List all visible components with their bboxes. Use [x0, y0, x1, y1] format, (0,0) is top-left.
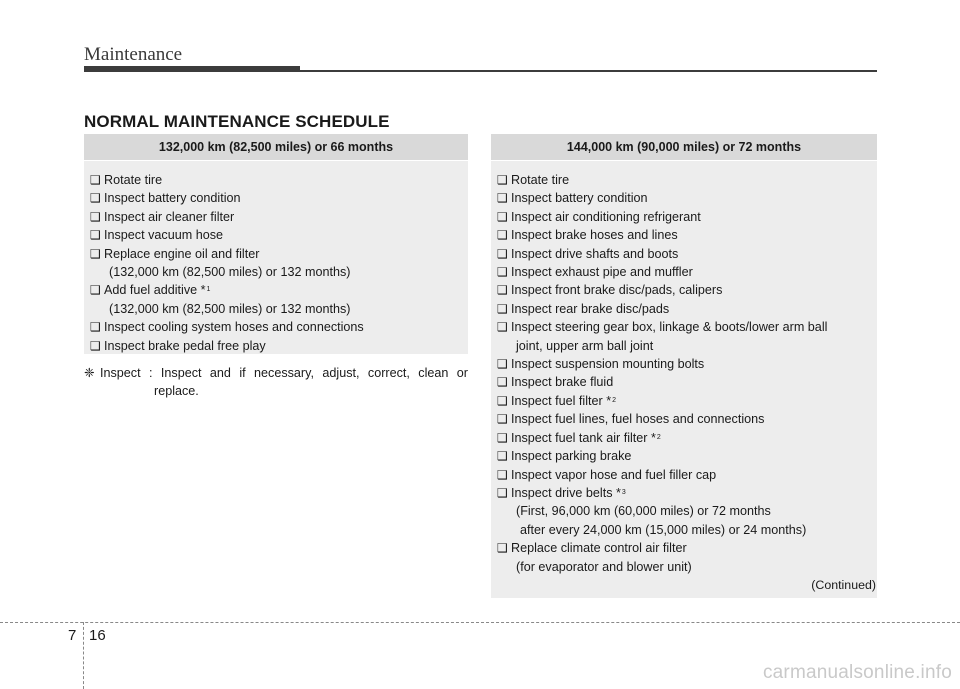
list-item: ❑ Inspect battery condition [497, 189, 877, 207]
checkbox-icon: ❑ [497, 173, 508, 187]
footnote-ref: 2 [656, 433, 661, 441]
list-item-detail: (First, 96,000 km (60,000 miles) or 72 months [516, 504, 771, 519]
schedule-panel-144000km [491, 134, 877, 598]
chapter-number: 7 [68, 627, 77, 644]
checkbox-icon: ❑ [90, 228, 101, 243]
list-item: ❑ Add fuel additive * 1 [90, 281, 468, 299]
checkbox-icon: ❑ [497, 265, 508, 280]
schedule-panel-132000km [84, 134, 468, 354]
list-item: ❑ Inspect drive shafts and boots [497, 245, 877, 263]
list-item-detail: joint, upper arm ball joint [516, 338, 654, 353]
list-item: ❑ Inspect exhaust pipe and muffler [497, 263, 877, 281]
checkbox-icon: ❑ [90, 191, 101, 206]
checkbox-icon: ❑ [90, 338, 101, 353]
checkbox-icon: ❑ [497, 485, 508, 500]
list-item: ❑ Inspect brake hoses and lines [497, 226, 877, 244]
list-item: ❑ Replace climate control air filter [497, 539, 877, 557]
footnote-ref: 2 [612, 396, 617, 404]
footer-divider [0, 622, 960, 623]
list-item: ❑ Replace engine oil and filter [90, 245, 468, 263]
continued-label: (Continued) [811, 578, 876, 592]
list-item-detail: (132,000 km (82,500 miles) or 132 months) [109, 301, 351, 316]
inspect-note: ❈ Inspect : Inspect and if necessary, adjust, correct, clean or replace. [84, 366, 468, 399]
list-item-detail: after every 24,000 km (15,000 miles) or 24 months) [520, 522, 807, 537]
page-number: 16 [89, 627, 106, 644]
footnote-ref: 1 [206, 286, 211, 294]
panel-item-list [491, 161, 877, 582]
list-item-detail: (132,000 km (82,500 miles) or 132 months) [109, 265, 351, 280]
header-rule-thin [300, 70, 877, 72]
checkbox-icon: ❑ [90, 283, 101, 298]
list-item: ❑ Inspect brake fluid [497, 373, 877, 391]
panel-heading: 132,000 km (82,500 miles) or 66 months [84, 134, 468, 161]
list-item: ❑ Inspect front brake disc/pads, calipers [497, 281, 877, 299]
note-asterisk-icon: ❈ [84, 366, 95, 380]
header-rule-thick [84, 66, 300, 72]
panel-item-list [84, 161, 468, 361]
checkbox-icon: ❑ [497, 467, 508, 482]
checkbox-icon: ❑ [90, 246, 101, 261]
footnote-ref: 3 [621, 488, 626, 496]
footer-vertical-divider [83, 622, 84, 689]
checkbox-icon: ❑ [497, 375, 508, 390]
list-item: ❑ Inspect rear brake disc/pads [497, 300, 877, 318]
section-header-title: Maintenance [84, 44, 183, 65]
checkbox-icon: ❑ [497, 449, 508, 464]
checkbox-icon: ❑ [497, 412, 508, 427]
checkbox-icon: ❑ [497, 191, 508, 206]
list-item: ❑ Inspect fuel filter * 2 [497, 392, 877, 410]
panel-heading: 144,000 km (90,000 miles) or 72 months [491, 134, 877, 161]
checkbox-icon: ❑ [497, 541, 508, 556]
list-item: ❑ Inspect air cleaner filter [90, 208, 468, 226]
list-item-detail: (for evaporator and blower unit) [516, 559, 692, 574]
list-item: ❑ Inspect brake pedal free play [90, 337, 468, 355]
list-item: ❑ Inspect vapor hose and fuel filler cap [497, 466, 877, 484]
list-item: ❑ Inspect cooling system hoses and connections [90, 318, 468, 336]
checkbox-icon: ❑ [497, 357, 508, 372]
list-item: ❑ Inspect vacuum hose [90, 226, 468, 244]
checkbox-icon: ❑ [90, 209, 101, 224]
list-item: ❑ Inspect fuel lines, fuel hoses and connections [497, 410, 877, 428]
checkbox-icon: ❑ [497, 393, 508, 408]
page-title: NORMAL MAINTENANCE SCHEDULE [84, 112, 390, 131]
list-item: ❑ Inspect air conditioning refrigerant [497, 208, 877, 226]
checkbox-icon: ❑ [90, 320, 101, 335]
checkbox-icon: ❑ [497, 301, 508, 316]
list-item: ❑ Rotate tire [497, 171, 877, 189]
list-item: ❑ Rotate tire [90, 171, 468, 189]
watermark: carmanualsonline.info [762, 662, 952, 683]
checkbox-icon: ❑ [497, 209, 508, 224]
list-item: ❑ Inspect drive belts * 3 [497, 484, 877, 502]
checkbox-icon: ❑ [497, 228, 508, 243]
checkbox-icon: ❑ [497, 283, 508, 298]
checkbox-icon: ❑ [497, 430, 508, 445]
checkbox-icon: ❑ [497, 320, 508, 335]
list-item: ❑ Inspect battery condition [90, 189, 468, 207]
list-item: ❑ Inspect parking brake [497, 447, 877, 465]
list-item: ❑ Inspect fuel tank air filter * 2 [497, 429, 877, 447]
list-item: ❑ Inspect suspension mounting bolts [497, 355, 877, 373]
checkbox-icon: ❑ [497, 246, 508, 261]
checkbox-icon: ❑ [90, 173, 101, 187]
list-item: ❑ Inspect steering gear box, linkage & boots/lower arm ball [497, 318, 877, 336]
